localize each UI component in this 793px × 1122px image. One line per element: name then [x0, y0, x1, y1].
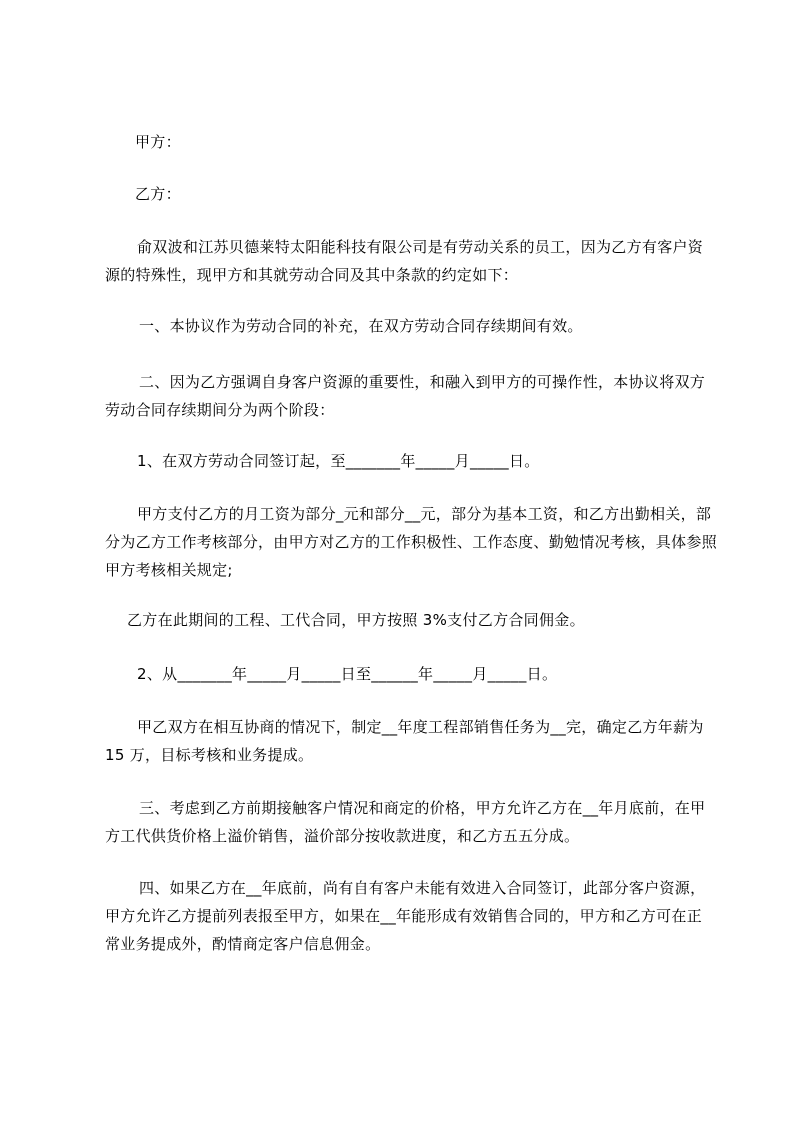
party-a-label: 甲方： [135, 133, 181, 151]
clause-3: 三、考虑到乙方前期接触客户情况和商定的价格，甲方允许乙方在__年月底前，在甲方工代供货价格上溢价销售，溢价部分按收款进度，和乙方五五分成。 [105, 799, 706, 845]
stage-1-commission: 乙方在此期间的工程、工代合同，甲方按照 3%支付乙方合同佣金。 [127, 611, 585, 629]
stage-2-salary: 甲乙双方在相互协商的情况下，制定__年度工程部销售任务为__完，确定乙方年薪为 15 万，目标考核和业务提成。 [105, 718, 704, 764]
party-b-label: 乙方： [135, 185, 181, 203]
clause-2: 二、因为乙方强调自身客户资源的重要性，和融入到甲方的可操作性，本协议将双方劳动合同存续期间分为两个阶段： [105, 373, 706, 419]
stage-1-salary: 甲方支付乙方的月工资为部分_元和部分__元，部分为基本工资，和乙方出勤相关，部分为乙方工作考核部分，由甲方对乙方的工作积极性、工作态度、勤勉情况考核，具体参照甲方考核相关规定; [105, 505, 718, 579]
stage-2-period: 2、从_______年_____月_____日至______年_____月_____日。 [137, 665, 558, 683]
clause-4: 四、如果乙方在__年底前，尚有自有客户未能有效进入合同签订，此部分客户资源，甲方允许乙方提前列表报至甲方，如果在__年能形成有效销售合同的，甲方和乙方可在正常业务提成外，酌情商定客户信息佣金。 [105, 879, 706, 953]
stage-1-period: 1、在双方劳动合同签订起，至_______年_____月_____日。 [137, 452, 540, 470]
clause-1: 一、本协议作为劳动合同的补充，在双方劳动合同存续期间有效。 [139, 317, 583, 335]
intro-paragraph: 俞双波和江苏贝德莱特太阳能科技有限公司是有劳动关系的员工，因为乙方有客户资源的特殊性，现甲方和其就劳动合同及其中条款的约定如下： [105, 238, 704, 284]
